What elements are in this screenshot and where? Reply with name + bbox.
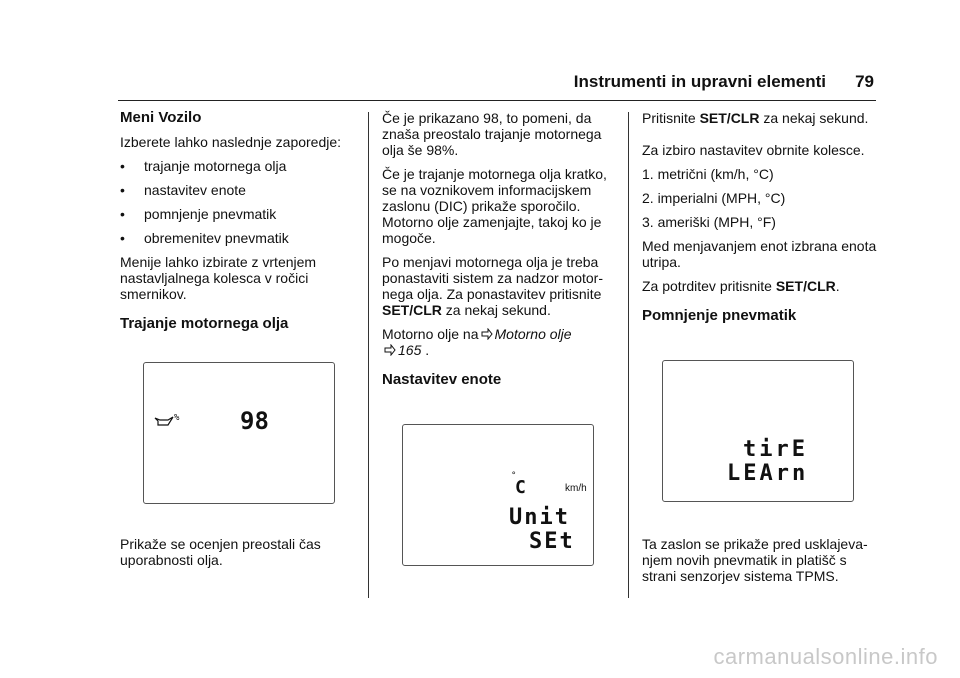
paragraph: Če je trajanje motornega olja kratko, se na voznikovem informacijskem zaslonu (DIC) prikaže sporočilo. Motorno olje zamenjajte, takoj ko je mogoče. xyxy=(382,166,607,246)
percent-unit: % xyxy=(174,413,180,423)
list-item: • pomnjenje pnevmatik xyxy=(120,206,277,222)
lcd-line-1: Unit xyxy=(509,505,570,530)
paragraph: Če je prikazano 98, to pomeni, da znaša preostalo trajanje motornega olja še 98%. xyxy=(382,110,602,158)
reference-arrow-icon xyxy=(481,328,493,340)
caption-tire-learn: Ta zaslon se prikaže pred usklajeva-njem novih pnevmatik in platišč s strani senzorjev sistema TPMS. xyxy=(642,536,868,584)
page-ref-icon xyxy=(384,344,396,356)
heading-pomnjenje-pnevmatik: Pomnjenje pnevmatik xyxy=(642,307,797,324)
paragraph: Za izbiro nastavitev obrnite kolesce. xyxy=(642,142,865,158)
list-item: • trajanje motornega olja xyxy=(120,158,287,174)
page-number: 79 xyxy=(855,72,874,91)
column-1 xyxy=(120,110,356,332)
lcd-oil-life xyxy=(143,362,335,504)
lcd-line-1: tirE xyxy=(743,437,808,462)
heading-trajanje-olja: Trajanje motornega olja xyxy=(120,315,289,332)
list-item: 3. ameriški (MPH, °F) xyxy=(642,214,776,230)
list-item: • obremenitev pnevmatik xyxy=(120,230,289,246)
paragraph: Menije lahko izbirate z vrtenjem nastavljalnega kolesca v ročici smernikov. xyxy=(120,254,317,302)
paragraph: Za potrditev pritisnite SET/CLR. xyxy=(642,278,840,294)
degree-symbol: ° xyxy=(511,471,517,481)
list-item: 2. imperialni (MPH, °C) xyxy=(642,190,786,206)
page-header xyxy=(118,70,876,101)
page-reference-link[interactable]: 165 xyxy=(398,342,422,358)
list-item: 1. metrični (km/h, °C) xyxy=(642,166,774,182)
lcd-line-2: SEt xyxy=(529,529,575,554)
intro-text: Izberete lahko naslednje zaporedje: xyxy=(120,134,342,150)
paragraph: Motorno olje na Motorno olje 165 . xyxy=(382,326,572,358)
heading-meni-vozilo: Meni Vozilo xyxy=(120,109,202,126)
list-item: • nastavitev enote xyxy=(120,182,246,198)
paragraph: Med menjavanjem enot izbrana enota utripa. xyxy=(642,238,877,270)
heading-nastavitev-enote: Nastavitev enote xyxy=(382,371,502,388)
speed-unit: km/h xyxy=(565,483,587,494)
section-title: Instrumenti in upravni elementi xyxy=(573,72,826,91)
column-2 xyxy=(382,110,618,388)
paragraph: Po menjavi motornega olja je treba ponastaviti sistem za nadzor motor-nega olja. Za ponastavitev pritisnite SET/CLR za nekaj sekund. xyxy=(382,254,603,318)
column-3 xyxy=(642,110,878,324)
lcd-unit-set xyxy=(402,424,594,566)
paragraph: Pritisnite SET/CLR za nekaj sekund. xyxy=(642,110,869,126)
cross-reference-link[interactable]: Motorno olje xyxy=(494,326,572,342)
watermark: carmanualsonline.info xyxy=(713,644,938,669)
celsius-indicator: C xyxy=(515,477,526,498)
lcd-tire-learn xyxy=(662,360,854,502)
oil-can-icon xyxy=(154,415,174,427)
oil-life-value: 98 xyxy=(240,407,269,435)
column-divider xyxy=(628,112,629,598)
column-divider xyxy=(368,112,369,598)
lcd-line-2: LEArn xyxy=(727,461,809,486)
caption-oil-life: Prikaže se ocenjen preostali čas uporabnosti olja. xyxy=(120,536,321,568)
